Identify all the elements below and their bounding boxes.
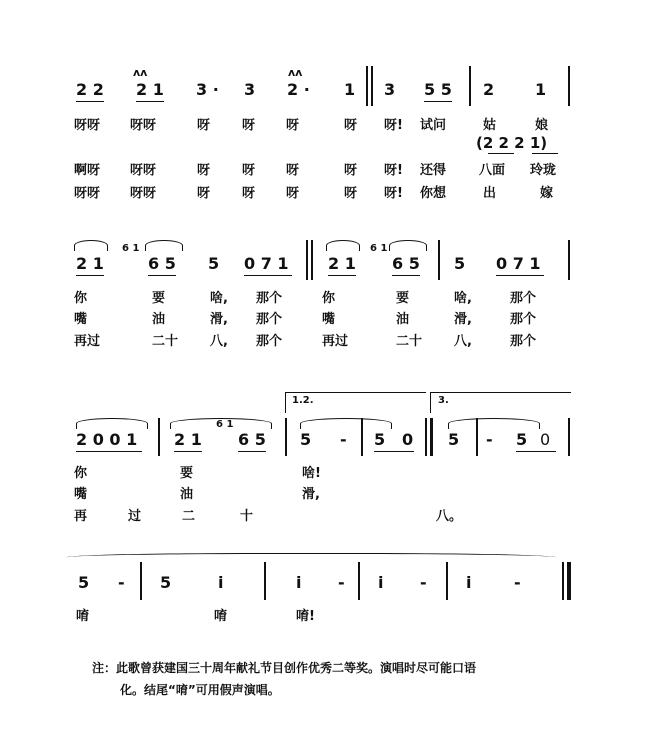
lyric: 呀 bbox=[242, 186, 256, 201]
lyric: 十 bbox=[240, 509, 254, 524]
lyric: 出 bbox=[483, 186, 497, 201]
lyric: 呀呀 bbox=[130, 186, 157, 201]
barline bbox=[366, 66, 368, 106]
beam bbox=[136, 101, 164, 102]
lyric: 呀! bbox=[384, 163, 403, 178]
barline bbox=[285, 418, 287, 456]
lyric: 那个 bbox=[256, 291, 283, 306]
lyric: 油 bbox=[396, 312, 410, 327]
note-group: - bbox=[486, 430, 493, 449]
volta-label: 3. bbox=[438, 395, 449, 406]
beam bbox=[424, 101, 452, 102]
beam bbox=[174, 451, 202, 452]
beam bbox=[238, 451, 266, 452]
lyric: 呀! bbox=[384, 186, 403, 201]
beam bbox=[76, 275, 104, 276]
lyric: 你 bbox=[74, 291, 88, 306]
lyric: 呀 bbox=[197, 118, 211, 133]
lyric: 唷! bbox=[296, 609, 315, 624]
lyric: 油 bbox=[180, 487, 194, 502]
final-barline bbox=[567, 562, 571, 600]
lyric: 唷 bbox=[76, 609, 90, 624]
barline bbox=[568, 418, 570, 456]
lyric: 呀 bbox=[344, 118, 358, 133]
slur bbox=[389, 240, 427, 251]
barline bbox=[311, 240, 313, 280]
slur bbox=[76, 418, 148, 429]
note-group: 5 bbox=[374, 430, 386, 449]
wave-mark: ʌʌ bbox=[288, 66, 303, 79]
note-group: 3 bbox=[384, 80, 396, 99]
barline bbox=[358, 562, 360, 600]
note-group: 5 bbox=[448, 430, 460, 449]
lyric: 唷 bbox=[214, 609, 228, 624]
note-group: 2 1 bbox=[328, 254, 356, 273]
note: - bbox=[338, 573, 345, 592]
lyric: 呀 bbox=[344, 163, 358, 178]
barline bbox=[430, 418, 433, 456]
lyric: 八, bbox=[454, 334, 472, 349]
beam bbox=[516, 451, 556, 452]
note: i bbox=[466, 573, 472, 592]
lyric: 那个 bbox=[510, 291, 537, 306]
note-group: 1 bbox=[535, 80, 547, 99]
note-group: 6 5 bbox=[238, 430, 266, 449]
note: i bbox=[378, 573, 384, 592]
grace-note: 6 1 bbox=[122, 243, 140, 254]
barline bbox=[306, 240, 308, 280]
lyric: 那个 bbox=[510, 334, 537, 349]
barline bbox=[425, 418, 427, 456]
beam bbox=[374, 451, 414, 452]
barline bbox=[562, 562, 564, 600]
lyric: 再 bbox=[74, 509, 88, 524]
barline bbox=[568, 240, 570, 280]
lyric: 呀 bbox=[286, 118, 300, 133]
lyric: 还得 bbox=[420, 163, 447, 178]
slur bbox=[74, 240, 108, 251]
lyric: 呀呀 bbox=[130, 163, 157, 178]
barline bbox=[446, 562, 448, 600]
beam bbox=[148, 275, 176, 276]
lyric: 油 bbox=[152, 312, 166, 327]
lyric: 八。 bbox=[436, 509, 463, 524]
note-group: 6 5 bbox=[392, 254, 420, 273]
slur bbox=[300, 418, 392, 429]
beam bbox=[532, 153, 558, 154]
lyric: 呀! bbox=[384, 118, 403, 133]
note-group: 5 bbox=[300, 430, 312, 449]
note-group: 2 bbox=[483, 80, 495, 99]
lyric: 那个 bbox=[256, 334, 283, 349]
lyric: 你 bbox=[74, 466, 88, 481]
lyric: 嫁 bbox=[540, 186, 554, 201]
footnote-line-2: 化。结尾“唷”可用假声演唱。 bbox=[120, 683, 280, 697]
beam bbox=[244, 275, 292, 276]
beam bbox=[496, 275, 544, 276]
volta-bracket bbox=[430, 392, 571, 413]
lyric: 呀 bbox=[197, 186, 211, 201]
note-group: 2 1 bbox=[174, 430, 202, 449]
note-group: 0 7 1 bbox=[244, 254, 289, 273]
note: 5 bbox=[160, 573, 172, 592]
beam bbox=[392, 275, 420, 276]
slur bbox=[448, 418, 540, 429]
paren-notes: (2 2 2 1) bbox=[476, 134, 548, 152]
lyric: 再过 bbox=[74, 334, 101, 349]
lyric: 滑, bbox=[210, 312, 228, 327]
grace-note: 6 1 bbox=[370, 243, 388, 254]
lyric: 过 bbox=[128, 509, 142, 524]
lyric: 那个 bbox=[256, 312, 283, 327]
note-group: - bbox=[340, 430, 347, 449]
lyric: 姑 bbox=[483, 118, 497, 133]
lyric: 啥! bbox=[302, 466, 321, 481]
note-group: 1 bbox=[344, 80, 356, 99]
note: - bbox=[514, 573, 521, 592]
lyric: 呀 bbox=[344, 186, 358, 201]
note-group: 2 1 bbox=[136, 80, 164, 99]
note: 5 bbox=[78, 573, 90, 592]
lyric: 你 bbox=[322, 291, 336, 306]
lyric: 呀呀 bbox=[74, 118, 101, 133]
barline bbox=[476, 418, 478, 456]
barline bbox=[264, 562, 266, 600]
lyric: 二 bbox=[182, 509, 196, 524]
note-group: 5 bbox=[516, 430, 528, 449]
lyric: 二十 bbox=[396, 334, 423, 349]
lyric: 试问 bbox=[420, 118, 447, 133]
note-group: 6 5 bbox=[148, 254, 176, 273]
lyric: 嘴 bbox=[322, 312, 336, 327]
lyric: 呀 bbox=[242, 163, 256, 178]
note-group: 2 · bbox=[287, 80, 310, 99]
lyric: 娘 bbox=[535, 118, 549, 133]
lyric: 滑, bbox=[454, 312, 472, 327]
note-group: 0 bbox=[540, 430, 551, 449]
lyric: 嘴 bbox=[74, 312, 88, 327]
lyric: 八面 bbox=[479, 163, 506, 178]
lyric: 啥, bbox=[454, 291, 472, 306]
barline bbox=[371, 66, 373, 106]
lyric: 你想 bbox=[420, 186, 447, 201]
lyric: 要 bbox=[152, 291, 166, 306]
note-group: 3 bbox=[244, 80, 256, 99]
lyric: 那个 bbox=[510, 312, 537, 327]
barline bbox=[140, 562, 142, 600]
lyric: 滑, bbox=[302, 487, 320, 502]
lyric: 呀呀 bbox=[130, 118, 157, 133]
note-group: 0 bbox=[402, 430, 414, 449]
note: - bbox=[118, 573, 125, 592]
volta-label: 1.2. bbox=[292, 395, 314, 406]
note: i bbox=[296, 573, 302, 592]
lyric: 嘴 bbox=[74, 487, 88, 502]
lyric: 八, bbox=[210, 334, 228, 349]
lyric: 呀 bbox=[197, 163, 211, 178]
note: - bbox=[420, 573, 427, 592]
lyric: 啥, bbox=[210, 291, 228, 306]
lyric: 啊呀 bbox=[74, 163, 101, 178]
lyric: 呀 bbox=[242, 118, 256, 133]
lyric: 要 bbox=[180, 466, 194, 481]
note-group: 3 · bbox=[196, 80, 219, 99]
lyric: 玲珑 bbox=[530, 163, 557, 178]
lyric: 要 bbox=[396, 291, 410, 306]
beam bbox=[328, 275, 356, 276]
barline bbox=[438, 240, 440, 280]
note-group: 5 bbox=[208, 254, 220, 273]
barline bbox=[158, 418, 160, 456]
beam bbox=[76, 101, 104, 102]
beam bbox=[488, 153, 514, 154]
barline bbox=[568, 66, 570, 106]
note-group: 2 0 0 1 bbox=[76, 430, 138, 449]
note-group: 5 5 bbox=[424, 80, 452, 99]
lyric: 再过 bbox=[322, 334, 349, 349]
lyric: 呀 bbox=[286, 186, 300, 201]
note-group: 5 bbox=[454, 254, 466, 273]
note-group: 0 7 1 bbox=[496, 254, 541, 273]
lyric: 呀 bbox=[286, 163, 300, 178]
grace-note: 6 1 bbox=[216, 419, 234, 430]
note-group: 2 2 bbox=[76, 80, 104, 99]
footnote-line-1: 注：此歌曾获建国三十周年献礼节目创作优秀二等奖。演唱时尽可能口语 bbox=[92, 661, 477, 675]
wave-mark: ʌʌ bbox=[133, 66, 148, 79]
lyric: 二十 bbox=[152, 334, 179, 349]
barline bbox=[361, 418, 363, 456]
note: i bbox=[218, 573, 224, 592]
lyric: 呀呀 bbox=[74, 186, 101, 201]
slur bbox=[326, 240, 360, 251]
barline bbox=[469, 66, 471, 106]
slur bbox=[145, 240, 183, 251]
beam bbox=[76, 451, 142, 452]
note-group: 2 1 bbox=[76, 254, 104, 273]
